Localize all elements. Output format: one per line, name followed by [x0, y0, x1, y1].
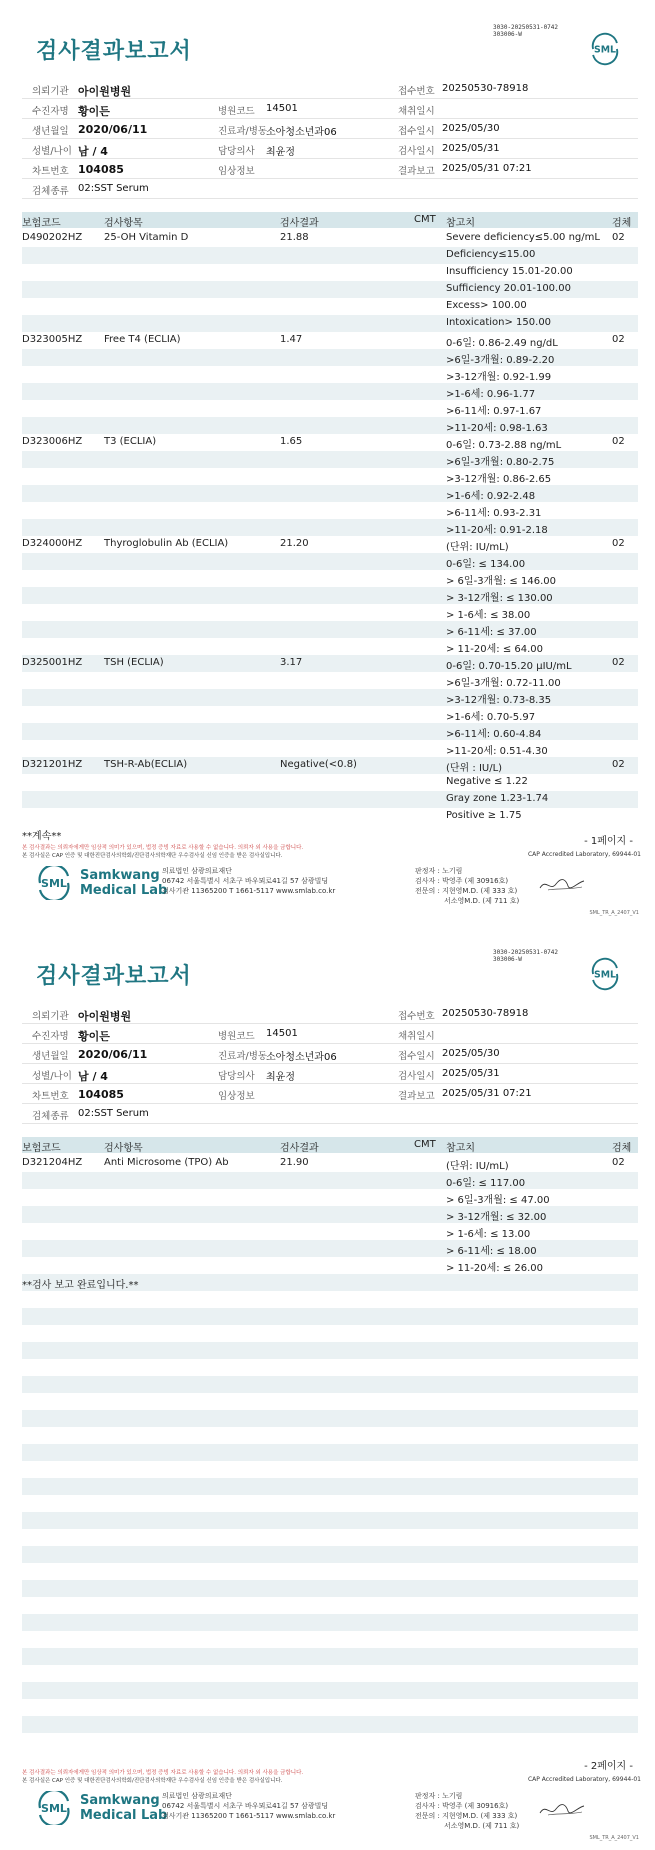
svg-text:SML: SML	[41, 1802, 67, 1815]
table-row	[22, 604, 638, 621]
barcode-line: 3030-20250531-0742	[493, 24, 559, 31]
test-name: Anti Microsome (TPO) Ab	[104, 1157, 229, 1168]
header-name: 검사항목	[104, 218, 143, 229]
physicians-block	[415, 866, 519, 906]
disclaimer-black: 본 검사실은 CAP 인증 및 대한진단검사의학회/진단검사의학재단 우수검사실 신임 인증을 받은 검사실입니다.	[22, 853, 283, 859]
table-header	[22, 212, 638, 228]
header-name: 검사항목	[104, 1143, 143, 1154]
reference-range: >11-20세: 0.98-1.63	[446, 423, 548, 434]
reference-range: 0-6일: ≤ 134.00	[446, 559, 526, 570]
reference-range: >3-12개월: 0.92-1.99	[446, 372, 552, 383]
reference-range: > 6일-3개월: ≤ 47.00	[446, 1195, 550, 1206]
table-row	[22, 485, 638, 502]
label-name: 수진자명	[32, 1031, 69, 1042]
value-report_date: 2025/05/31 07:21	[442, 1088, 532, 1099]
reference-range: Sufficiency 20.01-100.00	[446, 283, 571, 294]
table-row	[22, 1614, 638, 1631]
table-header	[22, 1137, 638, 1153]
table-row	[22, 1631, 638, 1648]
table-row	[22, 1308, 638, 1325]
info-row	[22, 178, 638, 199]
table-row	[22, 740, 638, 757]
cap-accreditation: CAP Accredited Laboratory, 69944-01	[527, 851, 641, 858]
table-row	[22, 1648, 638, 1665]
info-row	[22, 1043, 638, 1064]
report-title: 검사결과보고서	[36, 964, 192, 989]
address-block	[162, 1791, 335, 1821]
test-name: TSH-R-Ab(ECLIA)	[104, 759, 188, 770]
table-row	[22, 553, 638, 570]
value-receipt_date: 2025/05/30	[442, 123, 500, 134]
reference-range: >1-6세: 0.92-2.48	[446, 491, 536, 502]
table-row	[22, 264, 638, 281]
value-doctor: 최윤정	[266, 1072, 295, 1083]
value-hospital_code: 14501	[266, 103, 298, 114]
table-row	[22, 672, 638, 689]
table-row	[22, 1529, 638, 1546]
physicians-block	[415, 1791, 519, 1831]
physician-line: 서소영M.D. (제 711 호)	[444, 897, 520, 905]
reference-range: >6일-3개월: 0.72-11.00	[446, 678, 561, 689]
svg-text:SML: SML	[41, 877, 67, 890]
label-sex_age: 성별/나이	[32, 146, 72, 157]
table-row	[22, 1427, 638, 1444]
test-result: 21.90	[280, 1157, 309, 1168]
reference-range: >6-11세: 0.93-2.31	[446, 508, 542, 519]
table-row	[22, 638, 638, 655]
physician-line: 서소영M.D. (제 711 호)	[444, 1822, 520, 1830]
reference-range: >3-12개월: 0.73-8.35	[446, 695, 552, 706]
test-code: D490202HZ	[22, 232, 83, 243]
reference-range: Excess> 100.00	[446, 300, 527, 311]
reference-range: >6일-3개월: 0.80-2.75	[446, 457, 555, 468]
value-name: 황이든	[78, 105, 110, 118]
table-row	[22, 349, 638, 366]
sml-footer-logo-icon	[34, 866, 74, 900]
barcode-line: 303006-W	[493, 956, 522, 963]
test-result: 1.65	[280, 436, 303, 447]
sml-name-line1: Samkwang	[80, 868, 160, 883]
table-row	[22, 808, 638, 825]
reference-range: > 11-20세: ≤ 64.00	[446, 644, 544, 655]
footer	[0, 862, 655, 922]
table-row	[22, 1716, 638, 1733]
test-name: Thyroglobulin Ab (ECLIA)	[104, 538, 229, 549]
label-chart: 차트번호	[32, 1091, 69, 1102]
label-collect_date: 채취일시	[398, 106, 435, 117]
table-row	[22, 706, 638, 723]
org-name: 의료법인 삼광의료재단	[162, 1792, 232, 1800]
reference-range: Deficiency≤15.00	[446, 249, 536, 260]
table-row	[22, 1563, 638, 1580]
table-row	[22, 536, 638, 553]
reference-range: > 3-12개월: ≤ 32.00	[446, 1212, 547, 1223]
label-report_date: 결과보고	[398, 166, 435, 177]
specimen-code: 02	[612, 436, 625, 447]
page-number: - 1페이지 -	[584, 836, 633, 847]
contact: 검사기관 11365200 T 1661-5117 www.smlab.co.kr	[162, 1812, 336, 1820]
label-hospital_code: 병원코드	[218, 1031, 255, 1042]
value-dept: 소아청소년과06	[266, 127, 337, 138]
barcode-text	[493, 24, 558, 38]
table-row	[22, 1291, 638, 1308]
reference-range: Negative ≤ 1.22	[446, 776, 528, 787]
label-receipt_no: 접수번호	[398, 86, 435, 97]
reference-range: > 1-6세: ≤ 13.00	[446, 1229, 531, 1240]
reference-range: >1-6세: 0.70-5.97	[446, 712, 536, 723]
disclaimer-black: 본 검사실은 CAP 인증 및 대한진단검사의학회/진단검사의학재단 우수검사실 신임 인증을 받은 검사실입니다.	[22, 1778, 283, 1784]
reference-range: > 1-6세: ≤ 38.00	[446, 610, 531, 621]
test-code: D323005HZ	[22, 334, 83, 345]
test-name: TSH (ECLIA)	[104, 657, 164, 668]
sml-logo-icon	[588, 32, 622, 66]
table-row	[22, 298, 638, 315]
table-row	[22, 1512, 638, 1529]
info-row	[22, 78, 638, 99]
reference-range: >6일-3개월: 0.89-2.20	[446, 355, 555, 366]
reference-range: Positive ≥ 1.75	[446, 810, 522, 821]
table-row	[22, 519, 638, 536]
specimen-code: 02	[612, 538, 625, 549]
table-row	[22, 230, 638, 247]
signature-icon	[538, 876, 586, 894]
reference-range: (단위: IU/mL)	[446, 542, 509, 553]
label-dob: 생년월일	[32, 1051, 69, 1062]
test-name: Free T4 (ECLIA)	[104, 334, 181, 345]
reference-range: 0-6일: 0.70-15.20 µIU/mL	[446, 661, 572, 672]
barcode-line: 3030-20250531-0742	[493, 949, 559, 956]
label-institution: 의뢰기관	[32, 86, 69, 97]
table-row	[22, 1359, 638, 1376]
table-row	[22, 587, 638, 604]
sml-footer-logo-icon	[34, 1791, 74, 1825]
info-row	[22, 138, 638, 159]
label-specimen: 검체종류	[32, 186, 69, 197]
sml-name	[80, 1793, 167, 1823]
barcode-line: 303006-W	[493, 31, 522, 38]
value-specimen: 02:SST Serum	[78, 183, 149, 194]
header-ref: 참고치	[446, 218, 475, 229]
table-row	[22, 791, 638, 808]
table-row	[22, 1546, 638, 1563]
reference-range: >3-12개월: 0.86-2.65	[446, 474, 552, 485]
reference-range: Gray zone 1.23-1.74	[446, 793, 549, 804]
table-row	[22, 570, 638, 587]
test-result: 21.20	[280, 538, 309, 549]
value-sex_age: 남 / 4	[78, 1070, 108, 1083]
reference-range: > 6-11세: ≤ 37.00	[446, 627, 537, 638]
table-row	[22, 332, 638, 349]
header-code: 보험코드	[22, 218, 61, 229]
page-number: - 2페이지 -	[584, 1761, 633, 1772]
table-row	[22, 1172, 638, 1189]
sml-logo-icon	[588, 957, 622, 991]
table-row	[22, 400, 638, 417]
cap-accreditation: CAP Accredited Laboratory, 69944-01	[527, 1776, 641, 1783]
table-row	[22, 247, 638, 264]
table-row	[22, 1444, 638, 1461]
report-title: 검사결과보고서	[36, 39, 192, 64]
label-exam_date: 검사일시	[398, 146, 435, 157]
label-dept: 진료과/병동	[218, 126, 268, 137]
specimen-code: 02	[612, 759, 625, 770]
label-exam_date: 검사일시	[398, 1071, 435, 1082]
table-row	[22, 1342, 638, 1359]
reference-range: >6-11세: 0.60-4.84	[446, 729, 542, 740]
header-cmt: CMT	[414, 214, 436, 225]
label-chart: 차트번호	[32, 166, 69, 177]
reference-range: Insufficiency 15.01-20.00	[446, 266, 573, 277]
reference-range: 0-6일: ≤ 117.00	[446, 1178, 526, 1189]
table-row	[22, 1597, 638, 1614]
table-row	[22, 1189, 638, 1206]
signature-icon	[538, 1801, 586, 1819]
table-row	[22, 451, 638, 468]
test-name: 25-OH Vitamin D	[104, 232, 189, 243]
table-row	[22, 315, 638, 332]
test-code: D321204HZ	[22, 1157, 83, 1168]
reference-range: > 6-11세: ≤ 18.00	[446, 1246, 537, 1257]
table-row	[22, 757, 638, 774]
table-row	[22, 621, 638, 638]
header-spec: 검체	[612, 1143, 632, 1154]
contact: 검사기관 11365200 T 1661-5117 www.smlab.co.kr	[162, 887, 336, 895]
test-code: D324000HZ	[22, 538, 83, 549]
physician-line: 검사자 : 박영주 (제 30916호)	[415, 877, 509, 885]
physician-line: 검사자 : 박영주 (제 30916호)	[415, 1802, 509, 1810]
address-block	[162, 866, 335, 896]
table-row	[22, 1393, 638, 1410]
label-clinical: 임상정보	[218, 1091, 255, 1102]
info-row	[22, 118, 638, 139]
label-institution: 의뢰기관	[32, 1011, 69, 1022]
reference-range: 0-6일: 0.73-2.88 ng/mL	[446, 440, 562, 451]
test-code: D323006HZ	[22, 436, 83, 447]
label-report_date: 결과보고	[398, 1091, 435, 1102]
header-code: 보험코드	[22, 1143, 61, 1154]
test-code: D325001HZ	[22, 657, 83, 668]
table-row	[22, 1682, 638, 1699]
footer	[0, 1787, 655, 1847]
table-row	[22, 655, 638, 672]
version-number: SML_TR_A_2407_V1	[589, 1835, 639, 1841]
value-chart: 104085	[78, 1088, 124, 1101]
specimen-code: 02	[612, 334, 625, 345]
reference-range: >6-11세: 0.97-1.67	[446, 406, 542, 417]
reference-range: > 3-12개월: ≤ 130.00	[446, 593, 553, 604]
table-row	[22, 1461, 638, 1478]
reference-range: >11-20세: 0.51-4.30	[446, 746, 548, 757]
table-row	[22, 1206, 638, 1223]
value-dob: 2020/06/11	[78, 123, 148, 136]
reference-range: Intoxication> 150.00	[446, 317, 552, 328]
table-row	[22, 689, 638, 706]
address: 06742 서울특별시 서초구 바우뫼로41길 57 삼광빌딩	[162, 877, 329, 885]
label-clinical: 임상정보	[218, 166, 255, 177]
table-row	[22, 502, 638, 519]
label-name: 수진자명	[32, 106, 69, 117]
sml-name-line1: Samkwang	[80, 1793, 160, 1808]
table-row	[22, 1495, 638, 1512]
test-result: 21.88	[280, 232, 309, 243]
info-row	[22, 1023, 638, 1044]
sml-name	[80, 868, 167, 898]
info-row	[22, 158, 638, 179]
value-hospital_code: 14501	[266, 1028, 298, 1039]
value-dept: 소아청소년과06	[266, 1052, 337, 1063]
reference-range: >1-6세: 0.96-1.77	[446, 389, 536, 400]
value-dob: 2020/06/11	[78, 1048, 148, 1061]
table-row	[22, 1699, 638, 1716]
info-row	[22, 1103, 638, 1124]
table-row	[22, 1325, 638, 1342]
label-dob: 생년월일	[32, 126, 69, 137]
info-row	[22, 1083, 638, 1104]
label-hospital_code: 병원코드	[218, 106, 255, 117]
test-code: D321201HZ	[22, 759, 83, 770]
test-result: 1.47	[280, 334, 303, 345]
header-result: 검사결과	[280, 218, 319, 229]
value-sex_age: 남 / 4	[78, 145, 108, 158]
label-receipt_date: 접수일시	[398, 126, 435, 137]
header-spec: 검체	[612, 218, 632, 229]
info-row	[22, 1003, 638, 1024]
org-name: 의료법인 삼광의료재단	[162, 867, 232, 875]
table-row	[22, 1240, 638, 1257]
physician-line: 전문의 : 지현영M.D. (제 333 호)	[415, 887, 518, 895]
value-receipt_no: 20250530-78918	[442, 1008, 529, 1019]
table-row	[22, 774, 638, 791]
table-row	[22, 468, 638, 485]
table-row	[22, 383, 638, 400]
value-exam_date: 2025/05/31	[442, 1068, 500, 1079]
label-specimen: 검체종류	[32, 1111, 69, 1122]
table-row	[22, 1155, 638, 1172]
table-row	[22, 434, 638, 451]
table-row	[22, 417, 638, 434]
label-receipt_no: 접수번호	[398, 1011, 435, 1022]
reference-range: > 6일-3개월: ≤ 146.00	[446, 576, 556, 587]
svg-text:SML: SML	[594, 44, 616, 56]
sml-name-line2: Medical Lab	[80, 1808, 168, 1823]
test-result: 3.17	[280, 657, 303, 668]
value-receipt_date: 2025/05/30	[442, 1048, 500, 1059]
table-row	[22, 1580, 638, 1597]
value-exam_date: 2025/05/31	[442, 143, 500, 154]
info-row	[22, 98, 638, 119]
reference-range: >11-20세: 0.91-2.18	[446, 525, 548, 536]
test-name: T3 (ECLIA)	[104, 436, 157, 447]
label-sex_age: 성별/나이	[32, 1071, 72, 1082]
info-row	[22, 1063, 638, 1084]
value-chart: 104085	[78, 163, 124, 176]
label-doctor: 담당의사	[218, 146, 255, 157]
table-row	[22, 723, 638, 740]
value-institution: 아이원병원	[78, 1010, 132, 1023]
label-dept: 진료과/병동	[218, 1051, 268, 1062]
header-result: 검사결과	[280, 1143, 319, 1154]
table-row	[22, 1410, 638, 1427]
table-row	[22, 1478, 638, 1495]
reference-range: (단위 : IU/L)	[446, 763, 503, 774]
specimen-code: 02	[612, 232, 625, 243]
value-institution: 아이원병원	[78, 85, 132, 98]
reference-range: Severe deficiency≤5.00 ng/mL	[446, 232, 600, 243]
svg-text:SML: SML	[594, 969, 616, 981]
complete-note: **검사 보고 완료입니다.**	[22, 1280, 139, 1291]
continued-note: **계속**	[22, 831, 62, 842]
label-receipt_date: 접수일시	[398, 1051, 435, 1062]
header-cmt: CMT	[414, 1139, 436, 1150]
reference-range: 0-6일: 0.86-2.49 ng/dL	[446, 338, 558, 349]
address: 06742 서울특별시 서초구 바우뫼로41길 57 삼광빌딩	[162, 1802, 329, 1810]
label-collect_date: 채취일시	[398, 1031, 435, 1042]
table-row	[22, 1257, 638, 1274]
table-row	[22, 1223, 638, 1240]
disclaimer-red: 본 검사결과는 의뢰자에게만 임상적 의미가 있으며, 법정 증빙 자료로 사용할 수 없습니다. 의뢰자 외 사용을 금합니다.	[22, 1770, 304, 1776]
physician-line: 전문의 : 지현영M.D. (제 333 호)	[415, 1812, 518, 1820]
sml-name-line2: Medical Lab	[80, 883, 168, 898]
version-number: SML_TR_A_2407_V1	[589, 910, 639, 916]
table-row	[22, 1376, 638, 1393]
physician-line: 판정자 : 노기림	[415, 867, 463, 875]
value-receipt_no: 20250530-78918	[442, 83, 529, 94]
test-result: Negative(<0.8)	[280, 759, 357, 770]
value-doctor: 최윤정	[266, 147, 295, 158]
reference-range: > 11-20세: ≤ 26.00	[446, 1263, 544, 1274]
specimen-code: 02	[612, 657, 625, 668]
table-row	[22, 1733, 638, 1750]
value-name: 황이든	[78, 1030, 110, 1043]
report-page-2	[0, 925, 655, 1850]
label-doctor: 담당의사	[218, 1071, 255, 1082]
physician-line: 판정자 : 노기림	[415, 1792, 463, 1800]
table-row	[22, 281, 638, 298]
header-ref: 참고치	[446, 1143, 475, 1154]
specimen-code: 02	[612, 1157, 625, 1168]
table-row	[22, 366, 638, 383]
disclaimer-red: 본 검사결과는 의뢰자에게만 임상적 의미가 있으며, 법정 증빙 자료로 사용할 수 없습니다. 의뢰자 외 사용을 금합니다.	[22, 845, 304, 851]
reference-range: (단위: IU/mL)	[446, 1161, 509, 1172]
value-specimen: 02:SST Serum	[78, 1108, 149, 1119]
table-row	[22, 1665, 638, 1682]
value-report_date: 2025/05/31 07:21	[442, 163, 532, 174]
barcode-text	[493, 949, 558, 963]
